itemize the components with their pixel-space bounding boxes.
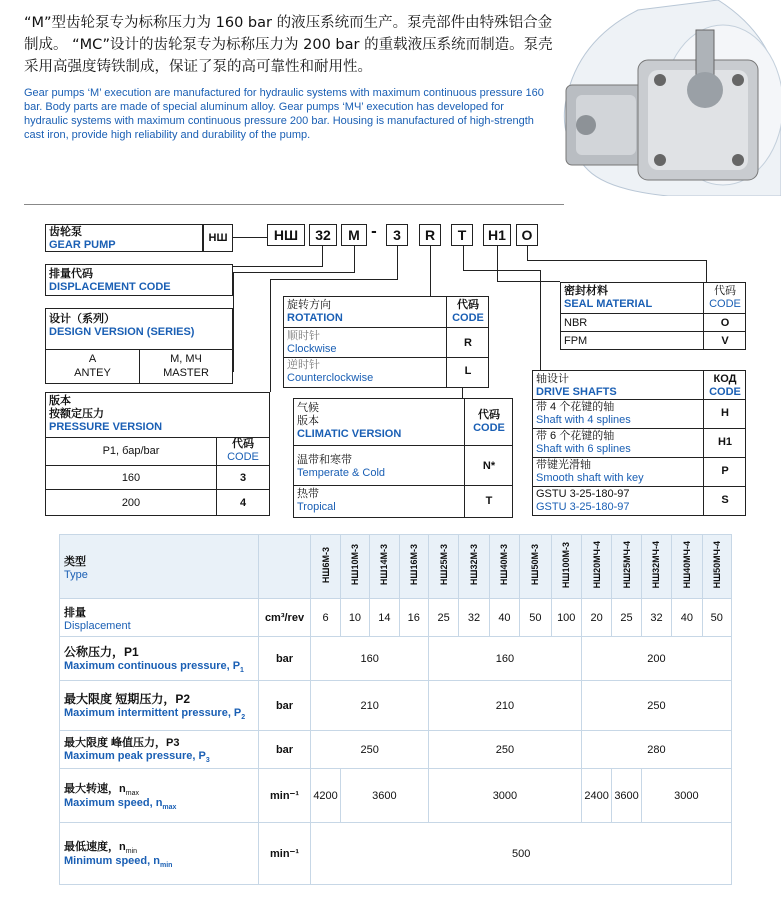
nmin-cn-subscript: min [125, 848, 138, 855]
climatic-row-1-en: Temperate & Cold [297, 467, 386, 479]
model-8: НШ50М-3 [530, 544, 541, 586]
drive-row-1-cn: 带 4 个花键的轴 [536, 401, 615, 413]
pressure-col-p1: P1, бар/bar [102, 445, 160, 457]
seal-row-2-code: V [721, 335, 729, 347]
p2-unit: bar [275, 699, 294, 712]
p1-value-m160a: 160 [311, 637, 429, 681]
disp-value-1: 6 [311, 599, 340, 637]
nmax-value-25-100: 3000 [428, 769, 581, 823]
p3-cn: 最大限度 峰值压力，P3 [64, 737, 180, 750]
climatic-code-en: CODE [473, 422, 505, 434]
drive-row-3-en: Smooth shaft with key [536, 472, 644, 484]
seal-code-en: CODE [709, 298, 741, 310]
nmax-value-10-16: 3600 [340, 769, 428, 823]
drive-row-4-code: S [721, 494, 729, 506]
nmax-en: Maximum speed, n [64, 797, 163, 809]
model-3: НШ14М-3 [379, 544, 390, 586]
design-m-code: M, MЧ [170, 353, 202, 365]
intro-english: Gear pumps ‘M’ execution are manufactured for hydraulic systems with maximum continuous pressure 160 bar. Body parts are made of special aluminum alloy. Gear pumps ‘MЧ’ execution has developed for hydraulic systems with maximum continuous pressure 200 bar. Housing is manufactured of high-strength cast iron, provide high reliability and durability of the pump. [24, 87, 544, 141]
disp-value-8: 50 [520, 599, 551, 637]
seal-cn: 密封材料 [564, 285, 608, 297]
drive-row-1-en: Shaft with 4 splines [536, 414, 631, 426]
disp-value-14: 50 [702, 599, 731, 637]
nmin-cn: 最低速度，n [64, 840, 126, 853]
rotation-en: ROTATION [287, 312, 343, 324]
gear-pump-cn: 齿轮泵 [49, 226, 82, 238]
nmax-value-mch: 3000 [641, 769, 731, 823]
rotation-row-1-cn: 顺时针 [287, 330, 320, 342]
gear-pump-en: GEAR PUMP [49, 239, 116, 251]
design-a-name: ANTEY [74, 367, 111, 379]
disp-cn: 排量 [64, 606, 86, 619]
climatic-cn1: 气候 [297, 402, 319, 414]
climatic-box [293, 398, 513, 518]
model-6: НШ32М-3 [469, 544, 480, 586]
drive-row-2-en: Shaft with 6 splines [536, 443, 631, 455]
disp-value-6: 32 [459, 599, 489, 637]
pressure-version-cn2: 按额定压力 [49, 408, 104, 420]
drive-row-4-cn: GSTU 3-25-180-97 [536, 488, 630, 500]
disp-value-9: 100 [551, 599, 581, 637]
design-version-box [45, 308, 233, 384]
p1-subscript: 1 [240, 667, 244, 675]
seal-row-2-name: FPM [564, 335, 588, 347]
disp-value-4: 16 [399, 599, 428, 637]
disp-value-5: 25 [428, 599, 458, 637]
nmax-value-20mch: 3600 [612, 769, 641, 823]
rotation-row-2-code: L [464, 365, 472, 377]
gear-pump-photo [548, 0, 781, 196]
climatic-row-1-code: N* [482, 460, 496, 472]
p3-value-b: 250 [428, 731, 581, 769]
model-10: НШ20МЧ-4 [591, 541, 602, 589]
code-part-nsh: НШ [267, 224, 305, 246]
pressure-col-code-cn: 代码 [232, 438, 254, 450]
model-5: НШ25М-3 [438, 544, 449, 586]
spec-table [59, 534, 732, 885]
pressure-version-en: PRESSURE VERSION [49, 421, 163, 433]
design-a-code: A [88, 353, 97, 365]
seal-en: SEAL MATERIAL [564, 298, 653, 310]
p2-en: Maximum intermittent pressure, P [64, 706, 242, 719]
code-part-seal: O [516, 224, 538, 246]
spec-type-cn: 类型 [64, 555, 86, 568]
p3-subscript: 3 [205, 757, 210, 765]
p1-unit: bar [275, 652, 294, 665]
code-part-climatic: T [451, 224, 473, 246]
spec-p1-row [60, 637, 732, 681]
model-9: НШ100М-3 [561, 541, 572, 589]
model-14: НШ50МЧ-4 [711, 541, 722, 589]
drive-row-2-code: H1 [717, 436, 733, 448]
drive-row-1-code: H [721, 407, 729, 419]
model-11: НШ25МЧ-4 [621, 541, 632, 589]
model-12: НШ32МЧ-4 [651, 541, 662, 589]
spec-displacement-row [60, 599, 732, 637]
drive-en: DRIVE SHAFTS [536, 386, 617, 398]
disp-value-2: 10 [340, 599, 369, 637]
code-part-displacement: 32 [309, 224, 337, 246]
spec-header-row [60, 535, 732, 599]
model-13: НШ40МЧ-4 [681, 541, 692, 589]
p2-value-b: 210 [428, 681, 581, 731]
model-4: НШ16М-3 [408, 544, 419, 586]
disp-value-3: 14 [370, 599, 399, 637]
design-version-en: DESIGN VERSION (SERIES) [49, 326, 195, 338]
seal-row-1-name: NBR [564, 317, 588, 329]
drive-cn: 轴设计 [536, 373, 569, 385]
rotation-row-2-cn: 逆时针 [287, 359, 320, 371]
spec-p3-row [60, 731, 732, 769]
rotation-cn: 旋转方向 [287, 299, 331, 311]
model-7: НШ40М-3 [499, 544, 510, 586]
code-part-rotation: R [419, 224, 441, 246]
gear-pump-box [45, 224, 203, 252]
rotation-code-en: CODE [452, 312, 484, 324]
pressure-col-code-en: CODE [227, 451, 259, 463]
nmin-value: 500 [311, 823, 732, 885]
nmin-subscript: min [159, 862, 173, 870]
p2-value-a: 210 [311, 681, 429, 731]
p3-en: Maximum peak pressure, P [64, 750, 206, 763]
drive-row-4-en: GSTU 3-25-180-97 [536, 501, 630, 513]
model-2: НШ10М-3 [349, 544, 360, 586]
disp-en: Displacement [64, 619, 131, 632]
climatic-row-2-cn: 热带 [297, 488, 319, 500]
p2-subscript: 2 [241, 714, 246, 722]
climatic-cn2: 版本 [297, 415, 319, 427]
p3-value-c: 280 [581, 731, 731, 769]
climatic-code-cn: 代码 [478, 409, 500, 421]
disp-value-10: 20 [581, 599, 611, 637]
displacement-code-box [45, 264, 233, 296]
pressure-version-cn1: 版本 [49, 395, 71, 407]
disp-value-7: 40 [489, 599, 519, 637]
pressure-row-2-p: 200 [121, 497, 141, 509]
climatic-en: CLIMATIC VERSION [297, 428, 402, 440]
p3-value-a: 250 [311, 731, 429, 769]
intro-chinese: “M”型齿轮泵专为标称压力为 160 bar 的液压系统而生产。泵壳部件由特殊铝合金制成。 “MC”设计的齿轮泵专为标称压力为 200 bar 的重载液压系统而制造。泵壳采用高强度铸铁制成，保证了泵的高可靠性和耐用性。 [24, 15, 553, 75]
seal-row-1-code: O [720, 317, 730, 329]
nmin-unit: min⁻¹ [269, 848, 300, 860]
pressure-row-1-code: 3 [239, 472, 247, 484]
disp-value-13: 40 [672, 599, 702, 637]
climatic-row-2-code: T [485, 495, 493, 507]
pressure-row-2-code: 4 [239, 497, 247, 509]
displacement-code-en: DISPLACEMENT CODE [49, 281, 171, 293]
seal-material-box [560, 282, 746, 350]
drive-code-cn: КОД [713, 373, 737, 385]
rotation-box [283, 296, 489, 388]
drive-row-3-cn: 带键光滑轴 [536, 459, 591, 471]
design-m-name: MASTER [163, 367, 209, 379]
nmax-value-100: 2400 [581, 769, 611, 823]
drive-row-3-code: P [721, 465, 729, 477]
nmax-cn-subscript: max [125, 790, 139, 797]
nmax-cn: 最大转速，n [64, 782, 126, 795]
design-version-cn: 设计（系列） [49, 313, 115, 325]
p1-en: Maximum continuous pressure, P [64, 659, 241, 672]
code-part-pressure: 3 [386, 224, 408, 246]
p1-cn: 公称压力，P1 [64, 644, 139, 659]
model-1: НШ6М-3 [320, 546, 331, 584]
code-part-shaft: H1 [483, 224, 511, 246]
rotation-code-cn: 代码 [457, 299, 479, 311]
rotation-row-2-en: Counterclockwise [287, 372, 374, 384]
spec-type-en: Type [64, 568, 88, 581]
climatic-row-2-en: Tropical [297, 501, 336, 513]
disp-value-11: 25 [612, 599, 641, 637]
pressure-version-box [45, 392, 270, 516]
spec-nmax-row [60, 769, 732, 823]
disp-unit: cm³/rev [264, 611, 305, 624]
p3-unit: bar [275, 743, 294, 756]
drive-code-en: CODE [709, 386, 741, 398]
seal-code-cn: 代码 [714, 285, 736, 297]
p1-value-m160b: 160 [428, 637, 581, 681]
drive-row-2-cn: 带 6 个花键的轴 [536, 430, 615, 442]
nmin-en: Minimum speed, n [64, 855, 160, 867]
displacement-code-cn: 排量代码 [49, 268, 93, 280]
p1-value-mch200: 200 [581, 637, 731, 681]
nmax-value-6: 4200 [311, 769, 340, 823]
gear-pump-code: НШ [203, 224, 233, 252]
nmax-unit: min⁻¹ [269, 790, 300, 802]
nmax-subscript: max [162, 804, 177, 812]
drive-shafts-box [532, 370, 746, 516]
spec-nmin-row [60, 823, 732, 885]
p2-cn: 最大限度 短期压力，P2 [64, 691, 191, 706]
rotation-row-1-code: R [464, 337, 472, 349]
rotation-row-1-en: Clockwise [287, 343, 337, 355]
spec-p2-row [60, 681, 732, 731]
p2-value-c: 250 [581, 681, 731, 731]
climatic-row-1-cn: 温带和寒带 [297, 454, 352, 466]
disp-value-12: 32 [641, 599, 671, 637]
code-dash: - [371, 224, 377, 240]
code-part-series: М [341, 224, 367, 246]
pressure-row-1-p: 160 [121, 472, 141, 484]
